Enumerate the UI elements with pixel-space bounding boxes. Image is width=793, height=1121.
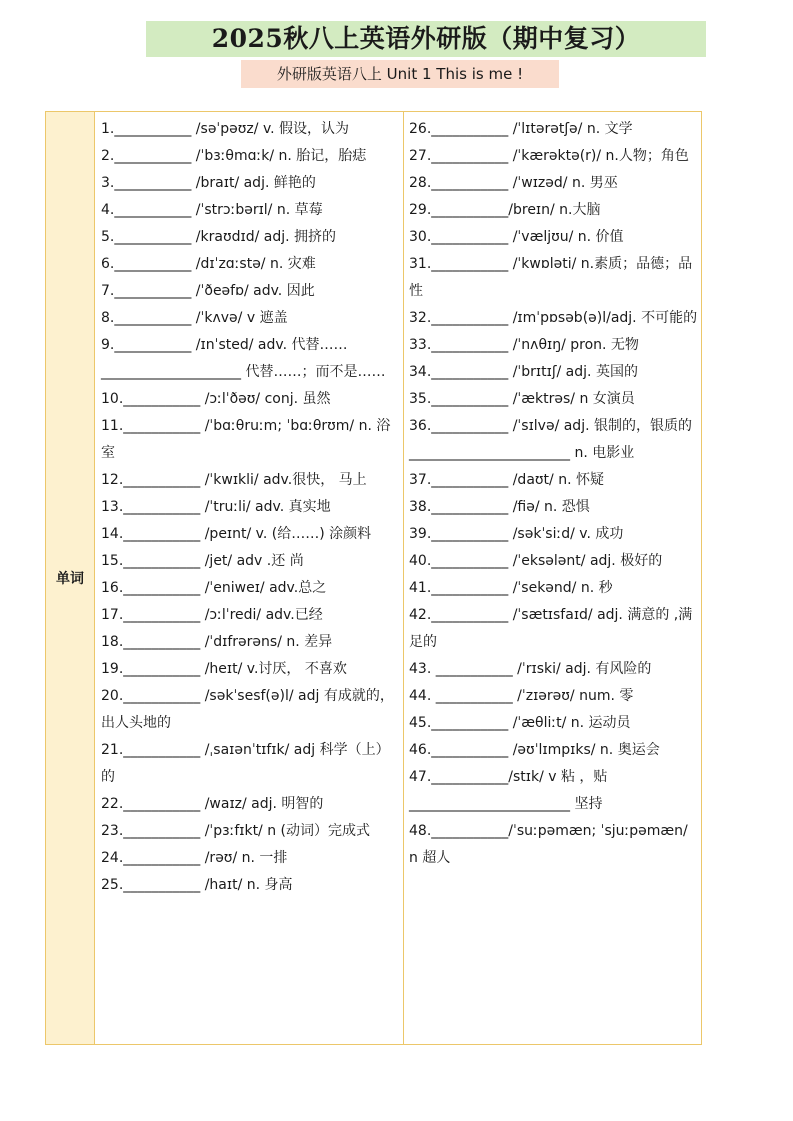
vocab-entry: 41.___________ /ˈsekənd/ n. 秒 xyxy=(409,580,613,596)
vocab-entry: 42.___________ /ˈsætɪsfaɪd/ adj. 满意的 ,满足的 xyxy=(409,607,693,650)
vocab-entry: 13.___________ /ˈtruːli/ adv. 真实地 xyxy=(101,499,331,515)
vocab-entry: 9.___________ /ɪnˈsted/ adv. 代替…… xyxy=(101,337,348,353)
vocab-entry: 23.___________ /ˈpɜːfɪkt/ n (动词）完成式 xyxy=(101,823,371,839)
right-word-column xyxy=(409,116,698,872)
vocab-entry: 17.___________ /ɔːlˈredi/ adv.已经 xyxy=(101,607,323,623)
vocab-entry: 28.___________ /ˈwɪzəd/ n. 男巫 xyxy=(409,175,618,191)
vocab-entry: 31.___________ /ˈkwɒləti/ n.素质；品德；品性 xyxy=(409,256,693,299)
vocab-entry: 24.___________ /rəʊ/ n. 一排 xyxy=(101,850,288,866)
vocab-entry: 40.___________ /ˈeksələnt/ adj. 极好的 xyxy=(409,553,663,569)
vocab-entry: 29.___________/breɪn/ n.大脑 xyxy=(409,202,601,218)
vocab-entry: 25.___________ /haɪt/ n. 身高 xyxy=(101,877,293,893)
vocab-entry: 45.___________ /ˈæθliːt/ n. 运动员 xyxy=(409,715,631,731)
vocab-entry: 4.___________ /ˈstrɔːbərɪl/ n. 草莓 xyxy=(101,202,323,218)
table-label: 单词 xyxy=(56,571,84,587)
vocab-entry: 30.___________ /ˈvæljʊu/ n. 价值 xyxy=(409,229,624,245)
vocab-entry: 8.___________ /ˈkʌvə/ v 遮盖 xyxy=(101,310,288,326)
vocab-entry: 35.___________ /ˈæktrəs/ n 女演员 xyxy=(409,391,635,407)
vocab-entry: 37.___________ /daʊt/ n. 怀疑 xyxy=(409,472,604,488)
vocab-entry: 14.___________ /peɪnt/ v. (给……) 涂颜料 xyxy=(101,526,372,542)
vocab-entry: 3.___________ /braɪt/ adj. 鲜艳的 xyxy=(101,175,316,191)
vocab-entry: 44. ___________ /ˈzɪərəʊ/ num. 零 xyxy=(409,688,634,704)
vocab-entry: 43. ___________ /ˈrɪski/ adj. 有风险的 xyxy=(409,661,652,677)
vocab-entry: 32.___________ /ɪmˈpɒsəb(ə)l/adj. 不可能的 xyxy=(409,310,698,326)
unit-subtitle: 外研版英语八上 Unit 1 This is me ! xyxy=(241,60,559,88)
vocab-entry: 38.___________ /fiə/ n. 恐惧 xyxy=(409,499,590,515)
vocab-entry: 36.___________ /ˈsɪlvə/ adj. 银制的，银质的 xyxy=(409,418,692,434)
vocab-entry: 6.___________ /dɪˈzɑːstə/ n. 灾难 xyxy=(101,256,316,272)
vocab-entry: 1.___________ /səˈpəʊz/ v. 假设，认为 xyxy=(101,121,350,137)
vocab-entry: 46.___________ /əʊˈlɪmpɪks/ n. 奥运会 xyxy=(409,742,660,758)
vocab-entry: 12.___________ /ˈkwɪkli/ adv.很快， 马上 xyxy=(101,472,367,488)
vocab-entry: 47.___________/stɪk/ v 粘 ，贴 xyxy=(409,769,608,785)
vocab-entry: 19.___________ /heɪt/ v.讨厌， 不喜欢 xyxy=(101,661,347,677)
vocab-entry: 26.___________ /ˈlɪtərətʃə/ n. 文学 xyxy=(409,121,633,137)
vocab-entry: ____________________ 代替……；而不是…… xyxy=(101,364,386,380)
vocab-entry: 27.___________ /ˈkærəktə(r)/ n.人物；角色 xyxy=(409,148,689,164)
vocab-entry: 5.___________ /kraʊdɪd/ adj. 拥挤的 xyxy=(101,229,337,245)
vocab-entry: 7.___________ /ˈðeəfɒ/ adv. 因此 xyxy=(101,283,315,299)
vocab-entry: 33.___________ /ˈnʌθɪŋ/ pron. 无物 xyxy=(409,337,639,353)
vocab-entry: 22.___________ /waɪz/ adj. 明智的 xyxy=(101,796,324,812)
vocab-entry: 48.___________/ˈsuːpəmæn; ˈsjuːpəmæn/ n 超人 xyxy=(409,823,688,866)
vocab-entry: 21.___________ /ˌsaɪənˈtɪfɪk/ adj 科学（上）的 xyxy=(101,742,390,785)
vocab-entry: 15.___________ /jet/ adv .还 尚 xyxy=(101,553,304,569)
vocab-entry: 2.___________ /ˈbɜːθmɑːk/ n. 胎记，胎痣 xyxy=(101,148,367,164)
vocab-entry: 10.___________ /ɔːlˈðəʊ/ conj. 虽然 xyxy=(101,391,331,407)
column-divider xyxy=(403,111,404,1045)
vocab-entry: 20.___________ /səkˈsesf(ə)l/ adj 有成就的，出人头地的 xyxy=(101,688,394,731)
page-title: 2025秋八上英语外研版（期中复习） xyxy=(211,24,641,53)
vocab-entry: 18.___________ /ˈdɪfrərəns/ n. 差异 xyxy=(101,634,333,650)
vocab-entry: 34.___________ /ˈbrɪtɪʃ/ adj. 英国的 xyxy=(409,364,638,380)
vocab-entry: _______________________ n. 电影业 xyxy=(409,445,635,461)
vocab-entry: 16.___________ /ˈeniweɪ/ adv.总之 xyxy=(101,580,327,596)
vocab-entry: 11.___________ /ˈbɑːθruːm; ˈbɑːθrʊm/ n. 浴室 xyxy=(101,418,391,461)
left-word-column xyxy=(101,116,397,899)
vocab-entry: _______________________ 坚持 xyxy=(409,796,603,812)
vocab-entry: 39.___________ /səkˈsiːd/ v. 成功 xyxy=(409,526,624,542)
